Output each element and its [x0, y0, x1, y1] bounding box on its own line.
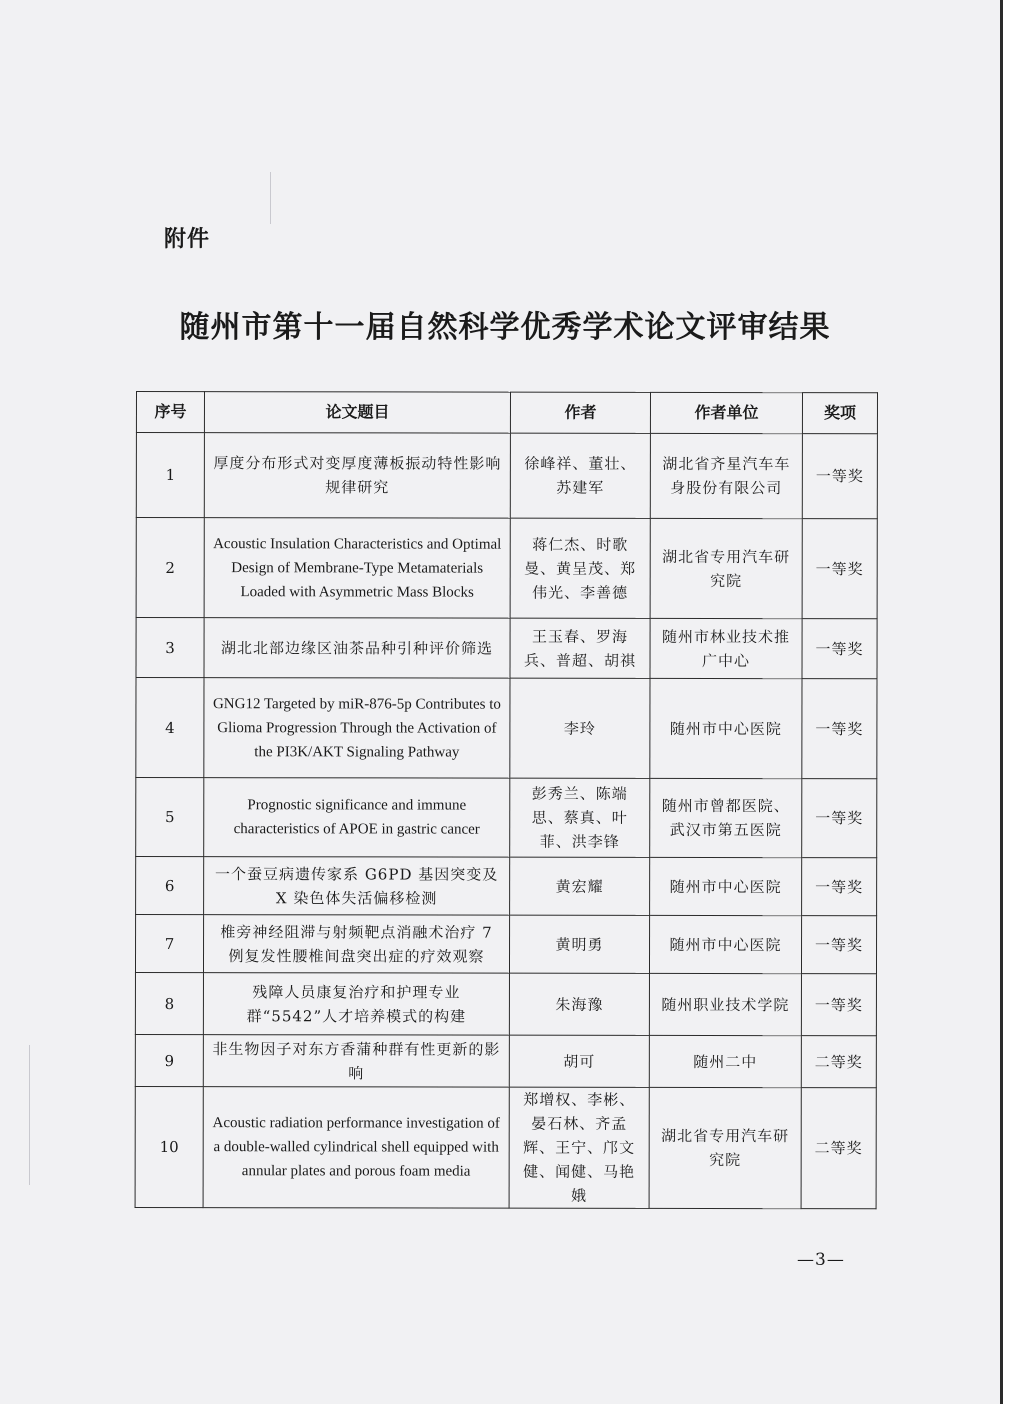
cell-seq: 2 [136, 518, 204, 618]
cell-award: 一等奖 [802, 434, 877, 519]
cell-org: 随州市中心医院 [650, 678, 802, 778]
scan-mark [270, 172, 271, 224]
cell-seq: 3 [136, 618, 204, 678]
table-row [135, 973, 876, 1036]
cell-award: 一等奖 [801, 916, 876, 974]
cell-seq: 8 [135, 973, 203, 1035]
cell-award: 一等奖 [802, 779, 877, 858]
scan-edge [1000, 0, 1024, 1404]
cell-org: 随州职业技术学院 [649, 973, 801, 1035]
cell-author: 蒋仁杰、时歌曼、黄呈茂、郑伟光、李善德 [510, 518, 650, 618]
cell-author: 黄明勇 [509, 915, 649, 973]
table-row [136, 518, 877, 619]
cell-title: Acoustic radiation performance investigation of a double-walled cylindrical shell equipped with annular plates and porous foam media [203, 1087, 509, 1209]
cell-award: 一等奖 [801, 974, 876, 1036]
cell-award: 一等奖 [802, 619, 877, 679]
cell-award: 一等奖 [802, 858, 877, 916]
cell-title: GNG12 Targeted by miR-876-5p Contributes to Glioma Progression Through the Activation of the PI3K/AKT Signaling Pathway [204, 678, 510, 779]
cell-title: Acoustic Insulation Characteristics and Optimal Design of Membrane-Type Metamaterials Loaded with Asymmetric Mass Blocks [204, 518, 510, 619]
cell-author: 徐峰祥、董壮、苏建军 [510, 433, 650, 518]
cell-author: 彭秀兰、陈端思、蔡真、叶菲、洪李锋 [510, 778, 650, 857]
table-row [135, 1034, 876, 1087]
cell-title: 一个蚕豆病遗传家系 G6PD 基因突变及 X 染色体失活偏移检测 [204, 857, 510, 916]
cell-org: 随州市中心医院 [650, 857, 802, 915]
cell-org: 随州市中心医院 [649, 915, 801, 973]
table-row [136, 618, 877, 679]
table-row [135, 1086, 876, 1208]
cell-author: 王玉春、罗海兵、普超、胡祺 [510, 618, 650, 678]
cell-award: 二等奖 [801, 1088, 876, 1209]
cell-title: 厚度分布形式对变厚度薄板振动特性影响规律研究 [204, 433, 510, 519]
cell-award: 一等奖 [802, 679, 877, 779]
cell-org: 湖北省专用汽车研究院 [650, 518, 802, 618]
page-number: —3— [797, 1250, 845, 1270]
cell-seq: 7 [135, 915, 203, 973]
cell-award: 二等奖 [801, 1036, 876, 1088]
cell-author: 李玲 [510, 678, 650, 778]
table-row [136, 857, 877, 916]
cell-title: 椎旁神经阻滞与射频靶点消融术治疗 7 例复发性腰椎间盘突出症的疗效观察 [203, 915, 509, 974]
cell-author: 黄宏耀 [510, 857, 650, 915]
results-table [135, 391, 878, 1209]
cell-seq: 1 [136, 433, 204, 518]
table-header-row [136, 392, 877, 434]
document-title: 随州市第十一届自然科学优秀学术论文评审结果 [179, 310, 831, 345]
header-award: 奖项 [802, 393, 877, 434]
attachment-label: 附件 [164, 227, 211, 252]
header-author: 作者 [510, 392, 650, 433]
header-title: 论文题目 [204, 392, 510, 434]
cell-org: 随州二中 [649, 1035, 801, 1087]
cell-author: 朱海豫 [509, 973, 649, 1035]
scan-mark [29, 1045, 30, 1185]
cell-author: 胡可 [509, 1035, 649, 1087]
table-row [136, 433, 877, 519]
table-row [136, 778, 877, 858]
cell-title: 残障人员康复治疗和护理专业群“5542”人才培养模式的构建 [203, 973, 509, 1036]
header-org: 作者单位 [650, 392, 802, 433]
cell-seq: 10 [135, 1086, 203, 1207]
cell-award: 一等奖 [802, 519, 877, 619]
cell-seq: 9 [135, 1034, 203, 1086]
cell-org: 随州市曾都医院、武汉市第五医院 [650, 778, 802, 857]
table-row [135, 915, 876, 974]
cell-title: Prognostic significance and immune characteristics of APOE in gastric cancer [204, 778, 510, 858]
cell-org: 湖北省专用汽车研究院 [649, 1087, 801, 1208]
cell-seq: 5 [136, 778, 204, 857]
cell-title: 非生物因子对东方香蒲种群有性更新的影响 [203, 1035, 509, 1088]
header-seq: 序号 [136, 392, 204, 433]
cell-org: 湖北省齐星汽车车身股份有限公司 [650, 433, 802, 518]
cell-title: 湖北北部边缘区油茶品种引种评价筛选 [204, 618, 510, 679]
cell-author: 郑增权、李彬、晏石林、齐孟辉、王宁、邝文健、闻健、马艳娥 [509, 1087, 649, 1208]
table-row [136, 678, 877, 779]
cell-org: 随州市林业技术推广中心 [650, 618, 802, 678]
cell-seq: 4 [136, 678, 204, 778]
cell-seq: 6 [136, 857, 204, 915]
